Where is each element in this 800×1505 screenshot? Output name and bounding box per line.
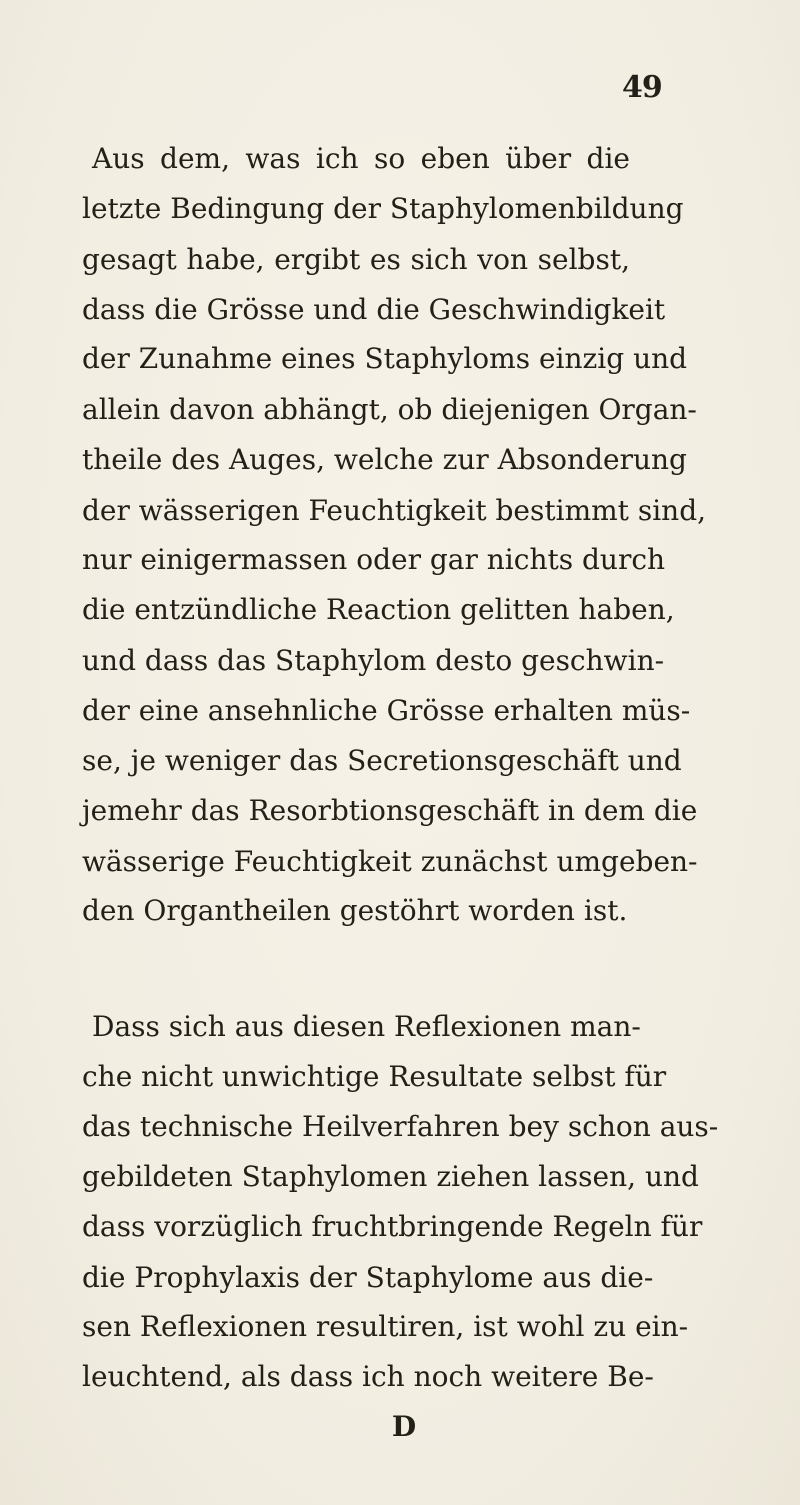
signature-mark bbox=[0, 1410, 800, 1443]
text-line: das technische Heilverfahren bey schon aus- bbox=[82, 1110, 719, 1143]
text-line: leuchtend, als dass ich noch weitere Be- bbox=[82, 1360, 654, 1393]
text-line: und dass das Staphylom desto geschwin- bbox=[82, 644, 665, 677]
text-line: Dass sich aus diesen Reflexionen man- bbox=[92, 1010, 641, 1043]
text-line: der wässerigen Feuchtigkeit bestimmt sind, bbox=[82, 494, 707, 527]
text-line: Aus dem, was ich so eben über die bbox=[92, 142, 630, 175]
text-line: se, je weniger das Secretionsgeschäft und bbox=[82, 744, 682, 777]
text-line: dass die Grösse und die Geschwindigkeit bbox=[82, 293, 666, 326]
text-line: nur einigermassen oder gar nichts durch bbox=[82, 543, 666, 576]
text-line: gesagt habe, ergibt es sich von selbst, bbox=[82, 243, 630, 276]
text-line: che nicht unwichtige Resultate selbst für bbox=[82, 1060, 667, 1093]
text-line: der Zunahme eines Staphyloms einzig und bbox=[82, 342, 688, 375]
text-line: dass vorzüglich fruchtbringende Regeln für bbox=[82, 1210, 703, 1243]
page-number: 49 bbox=[622, 70, 662, 105]
text-line: den Organtheilen gestöhrt worden ist. bbox=[82, 894, 628, 927]
text-line: der eine ansehnliche Grösse erhalten müs- bbox=[82, 694, 691, 727]
text-line: letzte Bedingung der Staphylomenbildung bbox=[82, 192, 684, 225]
text-line: die entzündliche Reaction gelitten haben, bbox=[82, 593, 675, 626]
text-line: wässerige Feuchtigkeit zunächst umgeben- bbox=[82, 845, 698, 878]
text-line: theile des Auges, welche zur Absonderung bbox=[82, 443, 687, 476]
text-line: die Prophylaxis der Staphylome aus die- bbox=[82, 1261, 654, 1294]
text-line: jemehr das Resorbtionsgeschäft in dem die bbox=[82, 794, 698, 827]
text-line: gebildeten Staphylomen ziehen lassen, und bbox=[82, 1160, 699, 1193]
text-line: sen Reflexionen resultiren, ist wohl zu ein- bbox=[82, 1310, 689, 1343]
signature-mark-text: D bbox=[391, 1410, 417, 1443]
text-line: allein davon abhängt, ob diejenigen Organ- bbox=[82, 393, 697, 426]
